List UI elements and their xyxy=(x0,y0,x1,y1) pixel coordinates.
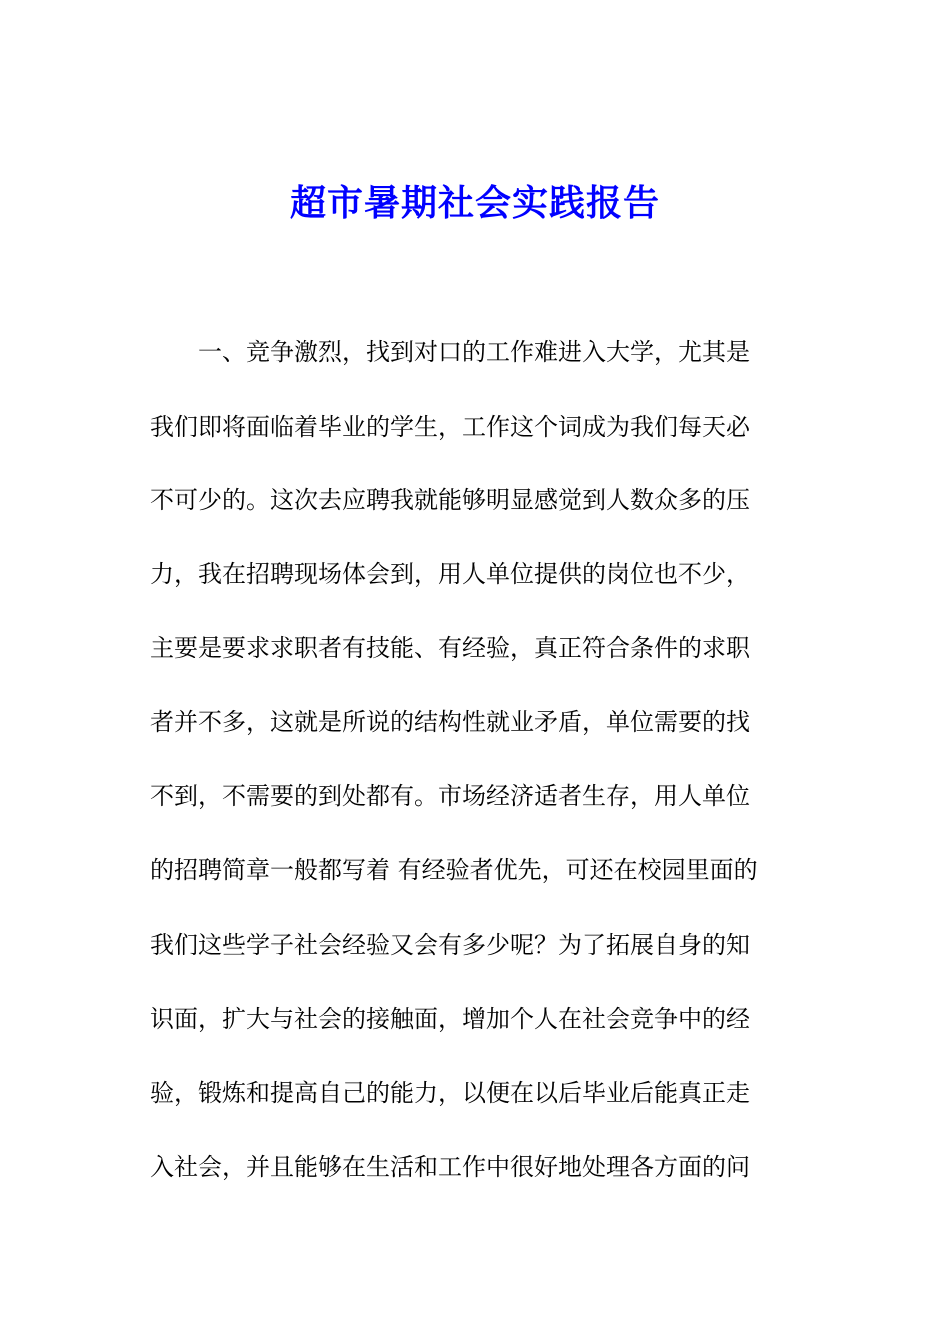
body-line: 一、竞争激烈，找到对口的工作难进入大学，尤其是 xyxy=(198,338,750,366)
body-line: 者并不多，这就是所说的结构性就业矛盾，单位需要的找 xyxy=(150,708,750,736)
body-line: 识面，扩大与社会的接触面，增加个人在社会竞争中的经 xyxy=(150,1005,750,1033)
body-line: 入社会，并且能够在生活和工作中很好地处理各方面的问 xyxy=(150,1153,750,1181)
body-line: 力，我在招聘现场体会到，用人单位提供的岗位也不少， xyxy=(150,560,750,588)
body-line: 我们这些学子社会经验又会有多少呢？为了拓展自身的知 xyxy=(150,931,750,959)
body-line: 验，锻炼和提高自己的能力，以便在以后毕业后能真正走 xyxy=(150,1079,750,1107)
document-title: 超市暑期社会实践报告 xyxy=(289,182,660,224)
body-line: 的招聘简章一般都写着 有经验者优先，可还在校园里面的 xyxy=(150,856,758,884)
body-line: 不到，不需要的到处都有。市场经济适者生存，用人单位 xyxy=(150,782,750,810)
body-line: 主要是要求求职者有技能、有经验，真正符合条件的求职 xyxy=(150,634,750,662)
body-line: 不可少的。这次去应聘我就能够明显感觉到人数众多的压 xyxy=(150,486,750,514)
body-line: 我们即将面临着毕业的学生，工作这个词成为我们每天必 xyxy=(150,413,750,441)
